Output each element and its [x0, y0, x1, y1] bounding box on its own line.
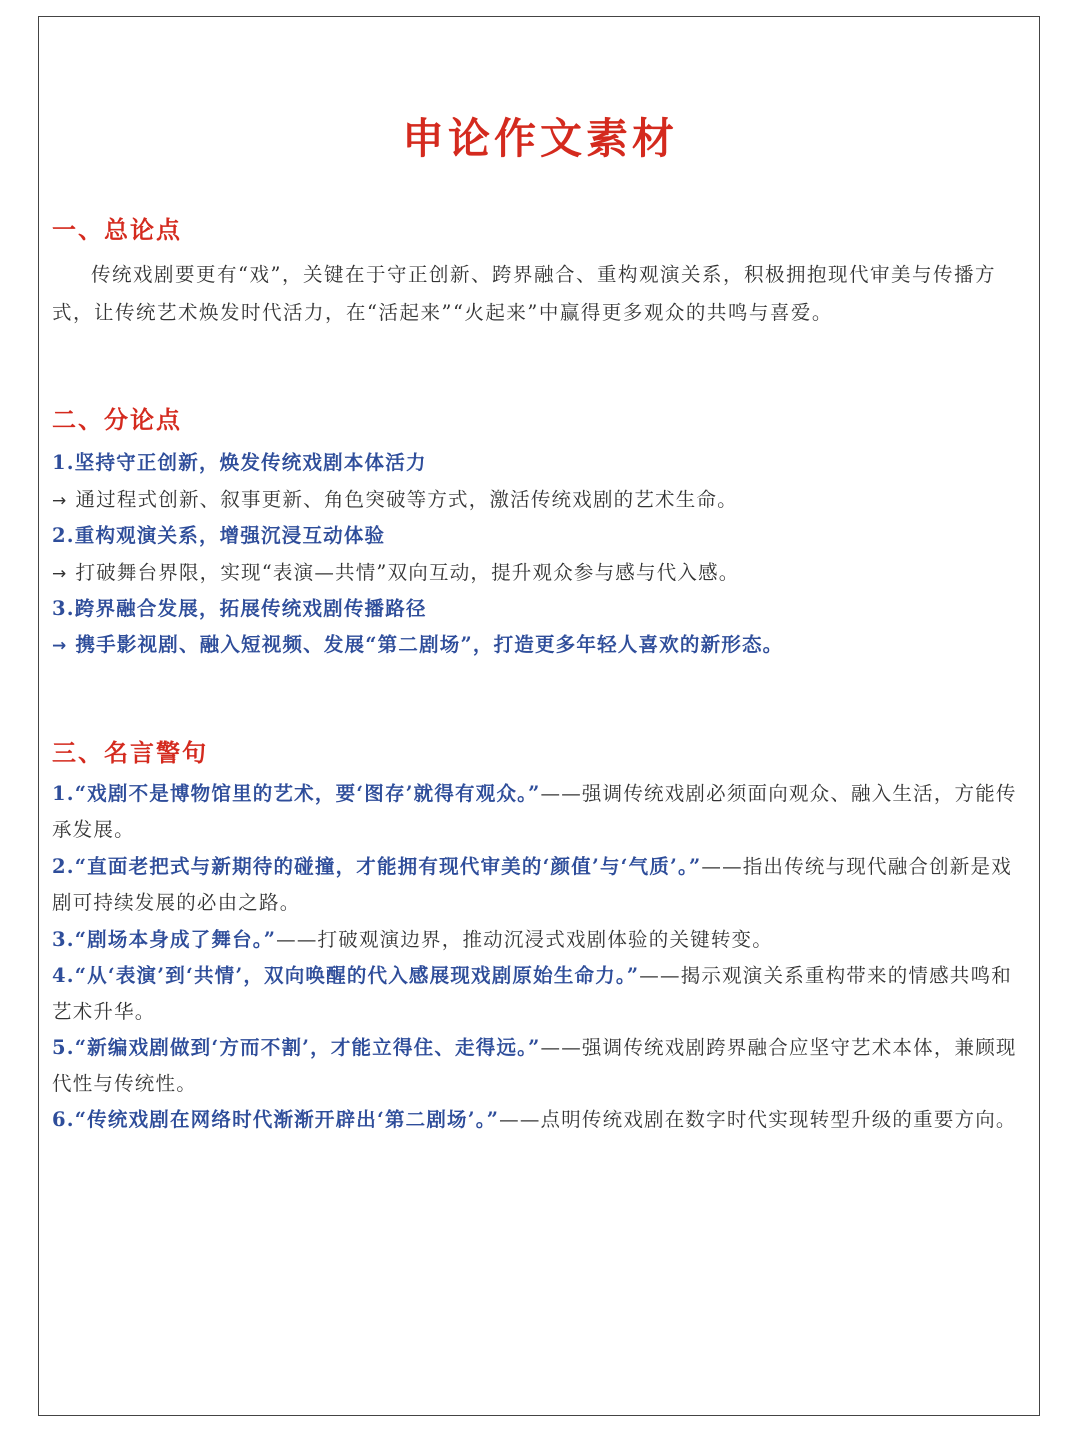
quote-item	[52, 849, 1028, 921]
sub-argument-detail	[52, 627, 1028, 664]
sub-argument-detail	[52, 555, 1028, 592]
quote-text: 1.“戏剧不是博物馆里的艺术，要‘图存’就得有观众。”	[52, 782, 541, 805]
quote-text: 4.“从‘表演’到‘共情’，双向唤醒的代入感展现戏剧原始生命力。”	[52, 964, 640, 987]
main-argument-paragraph: 传统戏剧要更有“戏”，关键在于守正创新、跨界融合、重构观演关系，积极拥抱现代审美与传播方式，让传统艺术焕发时代活力，在“活起来”“火起来”中赢得更多观众的共鸣与喜爱。	[52, 263, 996, 324]
quote-comment: ——揭示观演关系重构带来的情感共鸣和艺术升华。	[52, 964, 1012, 1023]
quote-text: 2.“直面老把式与新期待的碰撞，才能拥有现代审美的‘颜值’与‘气质’。”	[52, 855, 702, 878]
quote-item	[52, 776, 1028, 848]
page-title: 申论作文素材	[401, 114, 678, 164]
arrow-icon: →	[52, 564, 68, 584]
sub-argument-title: 3.跨界融合发展，拓展传统戏剧传播路径	[52, 597, 427, 620]
quote-comment: ——点明传统戏剧在数字时代实现转型升级的重要方向。	[499, 1108, 1017, 1131]
section-heading-main-argument: 一、总论点	[52, 215, 182, 244]
sub-argument-detail-text: 打破舞台界限，实现“表演—共情”双向互动，提升观众参与感与代入感。	[75, 561, 740, 584]
quote-comment: ——强调传统戏剧跨界融合应坚守艺术本体，兼顾现代性与传统性。	[52, 1036, 1017, 1095]
quote-text: 3.“剧场本身成了舞台。”	[52, 928, 277, 951]
sub-argument-title: 2.重构观演关系，增强沉浸互动体验	[52, 524, 386, 547]
section-heading-quotes: 三、名言警句	[52, 738, 208, 767]
sub-argument-detail	[52, 482, 1028, 519]
section-heading-sub-arguments: 二、分论点	[52, 405, 182, 434]
sub-argument-title: 1.坚持守正创新，焕发传统戏剧本体活力	[52, 451, 427, 474]
arrow-icon: →	[52, 636, 68, 656]
sub-argument-detail-text: 携手影视剧、融入短视频、发展“第二剧场”，打造更多年轻人喜欢的新形态。	[75, 633, 784, 656]
quote-comment: ——打破观演边界，推动沉浸式戏剧体验的关键转变。	[276, 928, 773, 951]
page-frame	[38, 16, 1040, 1416]
quote-text: 5.“新编戏剧做到‘方而不割’，才能立得住、走得远。”	[52, 1036, 541, 1059]
quote-text: 6.“传统戏剧在网络时代渐渐开辟出‘第二剧场’。”	[52, 1108, 500, 1131]
quote-comment: ——强调传统戏剧必须面向观众、融入生活，方能传承发展。	[52, 782, 1017, 841]
quote-item	[52, 958, 1028, 1030]
quote-item	[52, 1102, 1028, 1138]
quote-comment: ——指出传统与现代融合创新是戏剧可持续发展的必由之路。	[52, 855, 1012, 914]
sub-argument-detail-text: 通过程式创新、叙事更新、角色突破等方式，激活传统戏剧的艺术生命。	[75, 488, 738, 511]
quote-item	[52, 1030, 1028, 1102]
quote-item	[52, 922, 1028, 958]
arrow-icon: →	[52, 491, 68, 511]
